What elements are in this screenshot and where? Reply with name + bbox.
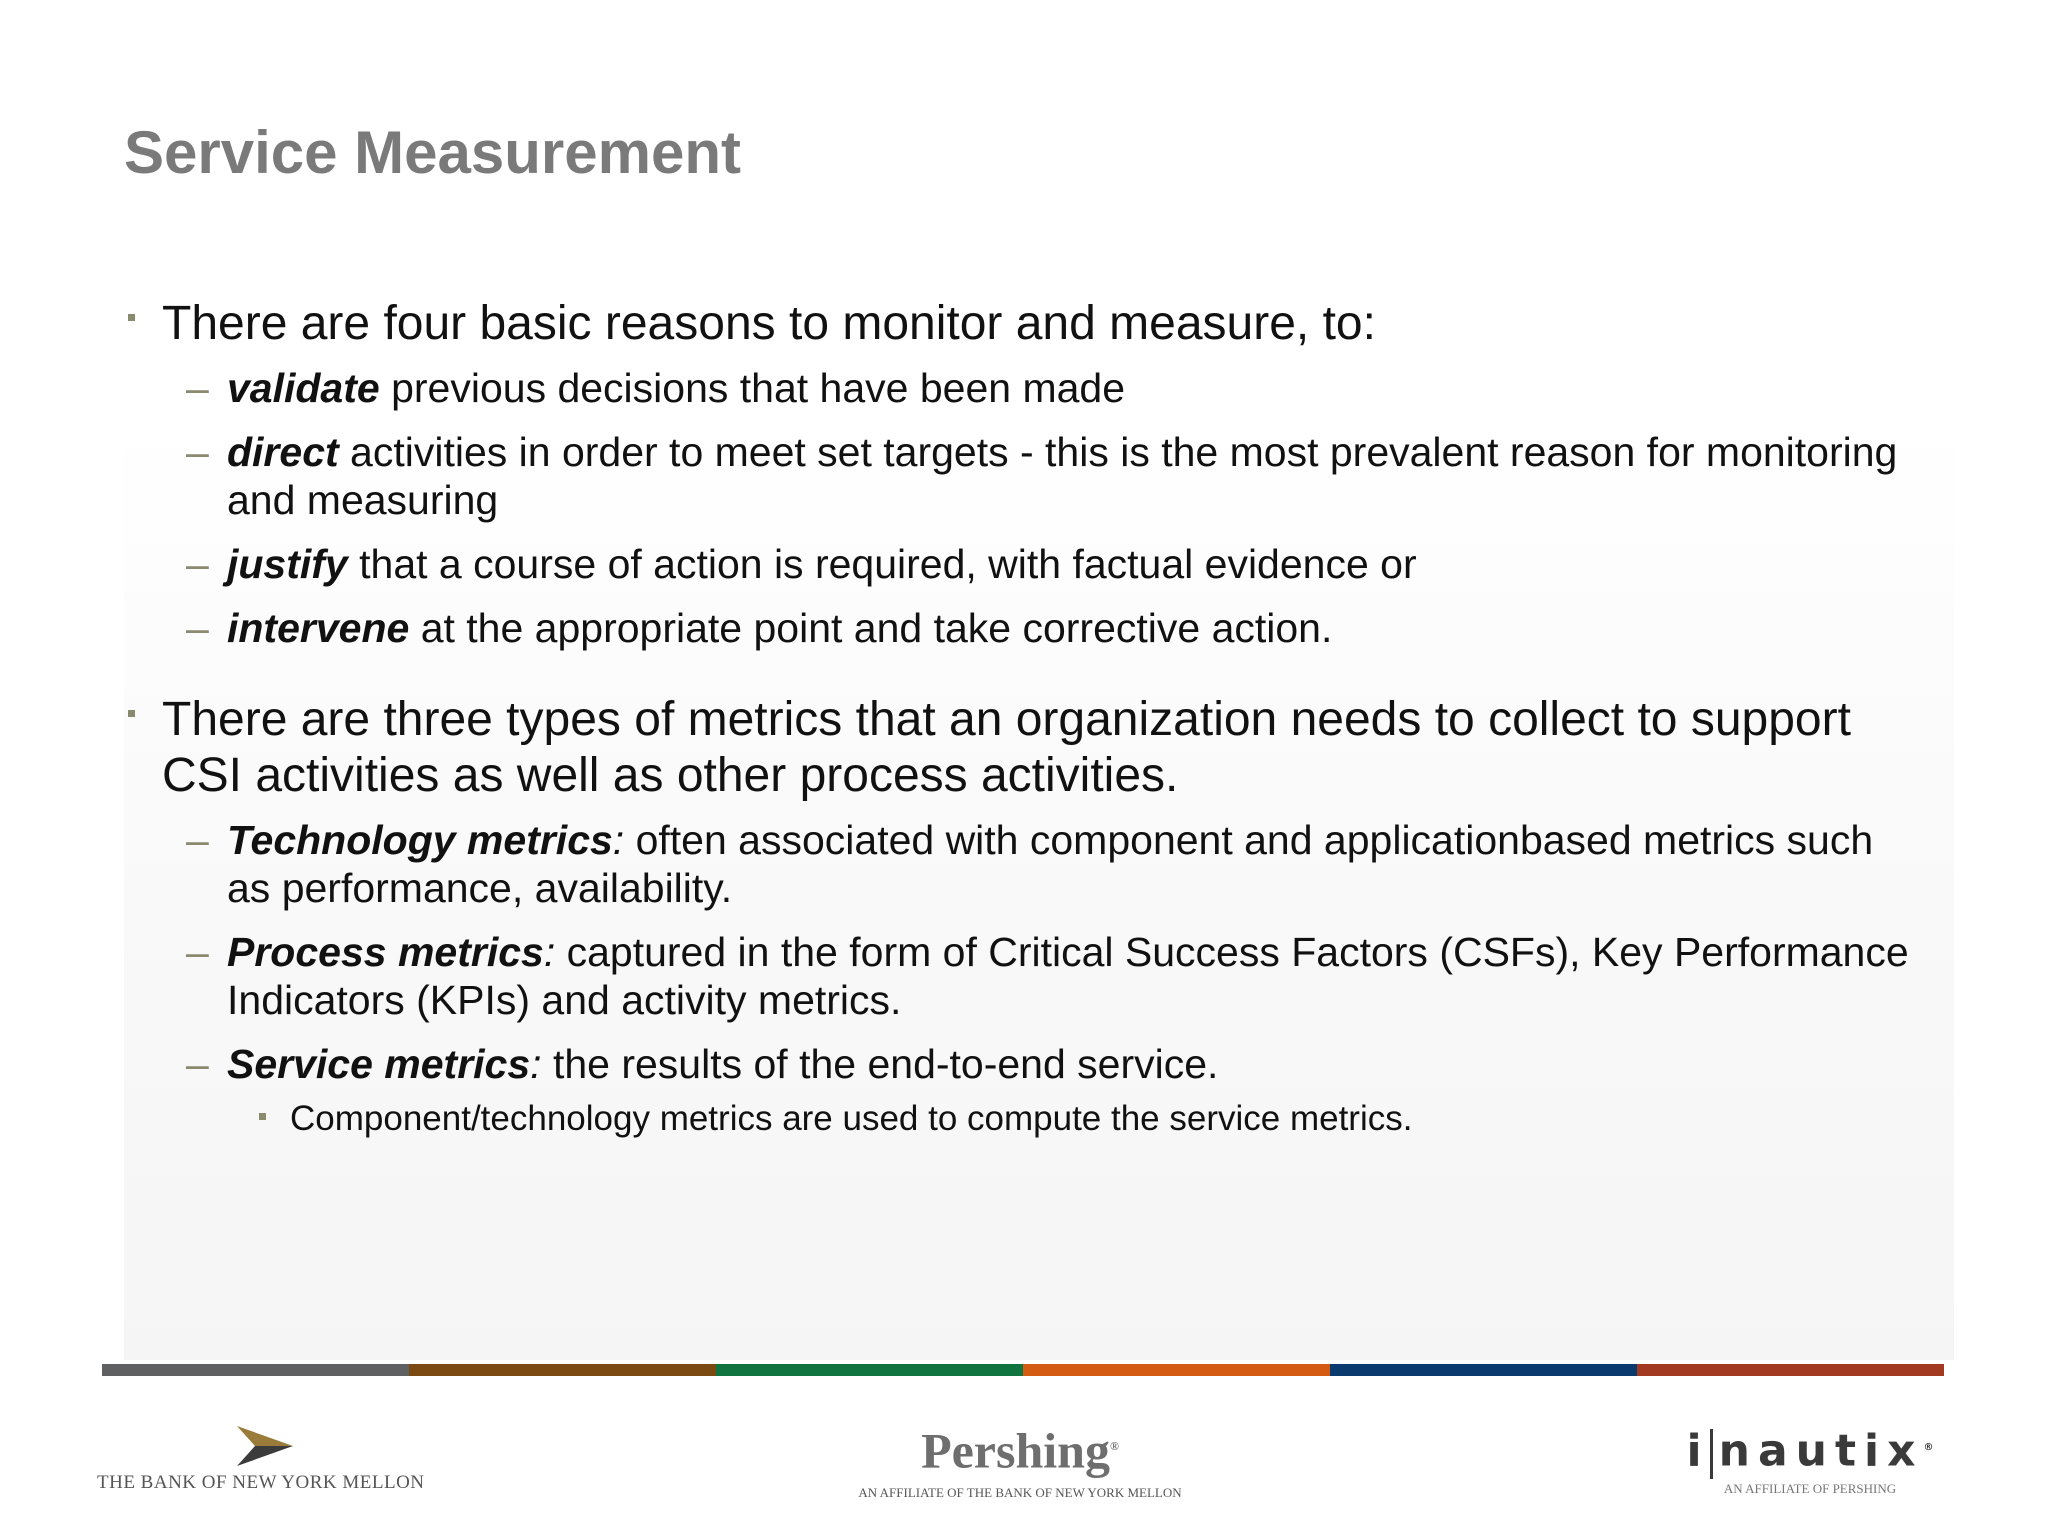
- bullet-item: [124, 296, 1924, 352]
- stripe-segment: [1637, 1364, 1944, 1376]
- bullet-text: There are three types of metrics that an organization needs to collect to support CSI activities as well as other process activities.: [162, 693, 1851, 802]
- sub-bullet-item: [124, 928, 1924, 1024]
- footer-color-stripe: [102, 1364, 1944, 1376]
- registered-mark: ®: [1109, 1439, 1119, 1453]
- slide-title: Service Measurement: [124, 119, 741, 186]
- sub-bullet-term: intervene: [227, 605, 410, 651]
- sub-sub-bullet-text: Component/technology metrics are used to compute the service metrics.: [290, 1099, 1413, 1138]
- divider: [1710, 1429, 1713, 1479]
- stripe-segment: [716, 1364, 1023, 1376]
- sub-bullet-item: [124, 428, 1924, 524]
- sub-bullet-text: often associated with component and applicationbased metrics such as performance, availability.: [227, 817, 1874, 911]
- pershing-name: Pershing: [921, 1422, 1110, 1479]
- sub-bullet-text: the results of the end-to-end service.: [541, 1041, 1219, 1087]
- sub-bullet-item: [124, 1040, 1924, 1088]
- sub-bullet-term: justify: [227, 541, 348, 587]
- dash-bullet-icon: –: [186, 1041, 209, 1087]
- sub-bullet-term: Process metrics: [227, 929, 544, 975]
- sub-bullet-text: activities in order to meet set targets - this is the most prevalent reason for monitoring and measuring: [227, 429, 1898, 523]
- stripe-segment: [1330, 1364, 1637, 1376]
- inautix-affiliate-text: AN AFFILIATE OF PERSHING: [1723, 1480, 1897, 1496]
- sub-bullet-term: direct: [227, 429, 339, 475]
- dash-bullet-icon: –: [186, 605, 209, 651]
- spacer: [124, 652, 1924, 692]
- stripe-segment: [1023, 1364, 1330, 1376]
- dash-bullet-icon: –: [186, 429, 209, 475]
- sub-bullet-text: previous decisions that have been made: [379, 365, 1126, 411]
- inautix-name: nautix: [1718, 1425, 1924, 1477]
- dash-bullet-icon: –: [186, 365, 209, 411]
- square-bullet-icon: [128, 314, 135, 321]
- stripe-segment: [409, 1364, 716, 1376]
- sub-bullet-colon: :: [612, 817, 625, 863]
- sub-bullet-item: [124, 540, 1924, 588]
- sub-bullet-term: Technology metrics: [227, 817, 613, 863]
- pershing-logo: [840, 1418, 1200, 1501]
- slide-body: [124, 296, 1924, 1140]
- dash-bullet-icon: –: [186, 929, 209, 975]
- inautix-i: i: [1686, 1425, 1710, 1477]
- bny-mellon-text: THE BANK OF NEW YORK MELLON: [97, 1472, 425, 1493]
- registered-mark: ®: [1923, 1442, 1934, 1453]
- sub-bullet-colon: :: [530, 1041, 542, 1087]
- bullet-text: There are four basic reasons to monitor and measure, to:: [162, 297, 1376, 350]
- square-bullet-icon: [259, 1113, 266, 1120]
- square-bullet-icon: [128, 710, 135, 717]
- sub-bullet-text: captured in the form of Critical Success Factors (CSFs), Key Performance Indicators (KPIs) and activity metrics.: [227, 929, 1909, 1023]
- pershing-affiliate-text: AN AFFILIATE OF THE BANK OF NEW YORK MELLON: [858, 1484, 1182, 1500]
- bullet-item: [124, 692, 1924, 804]
- bny-mellon-logo: [97, 1420, 437, 1493]
- sub-sub-bullet-item: [124, 1098, 1924, 1140]
- sub-bullet-term: Service metrics: [227, 1041, 531, 1087]
- stripe-segment: [102, 1364, 409, 1376]
- sub-bullet-item: [124, 816, 1924, 912]
- inautix-wordmark: [1660, 1422, 1960, 1479]
- sub-bullet-term: validate: [227, 365, 380, 411]
- inautix-logo: [1660, 1422, 1960, 1497]
- dash-bullet-icon: –: [186, 541, 209, 587]
- sub-bullet-item: [124, 364, 1924, 412]
- arrow-mark-icon: [235, 1424, 295, 1468]
- sub-bullet-text: at the appropriate point and take corrective action.: [409, 605, 1333, 651]
- sub-bullet-colon: :: [543, 929, 556, 975]
- dash-bullet-icon: –: [186, 817, 209, 863]
- sub-bullet-item: [124, 604, 1924, 652]
- sub-bullet-text: that a course of action is required, with factual evidence or: [347, 541, 1417, 587]
- pershing-wordmark: [840, 1418, 1200, 1479]
